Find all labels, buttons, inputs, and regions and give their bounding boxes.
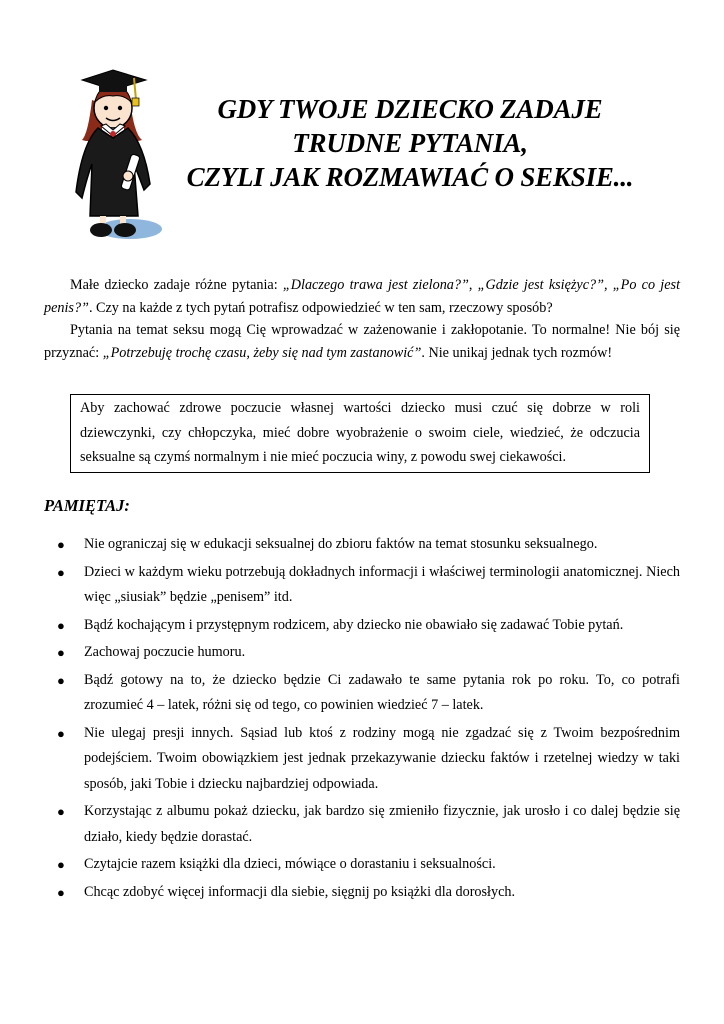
title-line-3: CZYLI JAK ROZMAWIAĆ O SEKSIE... bbox=[186, 162, 634, 192]
bullet-icon: ● bbox=[57, 884, 65, 900]
list-item-text: Korzystając z albumu pokaż dziecku, jak bardzo się zmieniło fizycznie, jak urosło i co dalej będzie się działo, kiedy będzie dorastać. bbox=[84, 803, 680, 845]
intro-section bbox=[44, 274, 680, 364]
list-item-text: Nie ograniczaj się w edukacji seksualnej do zbioru faktów na temat stosunku seksualnego. bbox=[84, 536, 598, 552]
title-line-1: GDY TWOJE DZIECKO ZADAJE bbox=[217, 94, 603, 124]
list-item-text: Czytajcie razem książki dla dzieci, mówiące o dorastaniu i seksualności. bbox=[84, 856, 496, 872]
list-item-text: Bądź gotowy na to, że dziecko będzie Ci zadawało te same pytania rok po roku. To, co potrafi zrozumieć 4 – latek, różni się od tego, co powinien wiedzieć 7 – latek. bbox=[84, 671, 680, 713]
list-item bbox=[44, 560, 680, 611]
intro-quote: „Potrzebuję trochę czasu, żeby się nad tym zastanowić” bbox=[102, 344, 422, 361]
bullet-icon: ● bbox=[57, 645, 65, 660]
intro-paragraph-2 bbox=[44, 319, 680, 364]
intro-text: . Nie unikaj jednak tych rozmów! bbox=[421, 344, 613, 361]
list-item bbox=[44, 799, 680, 850]
bullet-icon: ● bbox=[57, 725, 65, 741]
list-item bbox=[44, 852, 680, 878]
bullet-icon: ● bbox=[57, 564, 65, 580]
intro-text: Pytania na temat seksu mogą Cię wprowadzać w zażenowanie i zakłopotanie. To normalne! Nie bój się przyznać: bbox=[44, 322, 680, 361]
intro-quote: „Dlaczego trawa jest zielona?” bbox=[282, 277, 469, 293]
intro-text: , bbox=[468, 277, 478, 293]
title-line-2: TRUDNE PYTANIA, bbox=[292, 128, 528, 158]
list-item-text: Nie ulegaj presji innych. Sąsiad lub ktoś z rodziny mogą nie zgadzać się z Twoim bezpośrednim podejściem. Twoim obowiązkiem jest jednak przekazywanie dziecku faktów i rzetelnej wiedzy w taki sposób, jaki Tobie i dziecku najbardziej odpowiada. bbox=[84, 724, 680, 792]
page-title bbox=[150, 92, 670, 194]
highlight-box: Aby zachować zdrowe poczucie własnej wartości dziecko musi czuć się dobrze w roli dziewczynki, czy chłopczyka, mieć dobre wyobrażenie o swoim ciele, wiedzieć, że odczucia seksualne są czymś normalnym i nie mieć poczucia winy, z powodu swej ciekawości. bbox=[70, 394, 650, 473]
intro-paragraph-1 bbox=[44, 274, 680, 319]
list-item-text: Chcąc zdobyć więcej informacji dla siebie, sięgnij po książki dla dorosłych. bbox=[84, 883, 516, 900]
list-item-text: Dzieci w każdym wieku potrzebują dokładnych informacji i właściwej terminologii anatomicznej. Niech więc „siusiak” będzie „penisem” itd. bbox=[84, 563, 680, 605]
list-item bbox=[44, 613, 680, 639]
bullet-icon: ● bbox=[57, 617, 65, 633]
bullet-icon: ● bbox=[57, 804, 65, 819]
remember-heading: PAMIĘTAJ: bbox=[44, 496, 130, 515]
list-item bbox=[44, 880, 680, 906]
list-item bbox=[44, 640, 680, 666]
list-item-text: Bądź kochającym i przystępnym rodzicem, aby dziecko nie obawiało się zadawać Tobie pytań. bbox=[84, 616, 624, 633]
intro-text: Małe dziecko zadaje różne pytania: bbox=[70, 277, 283, 293]
list-item bbox=[44, 532, 680, 558]
bullet-icon: ● bbox=[57, 672, 65, 688]
list-item bbox=[44, 668, 680, 719]
bullet-icon: ● bbox=[57, 537, 65, 552]
intro-quote: „Gdzie jest księżyc?”, „Po co jest penis?” bbox=[44, 277, 681, 316]
list-item bbox=[44, 721, 680, 798]
intro-text: . Czy na każde z tych pytań potrafisz odpowiedzieć w ten sam, rzeczowy sposób? bbox=[88, 299, 553, 316]
list-item-text: Zachowaj poczucie humoru. bbox=[84, 644, 246, 660]
tips-list bbox=[44, 532, 680, 907]
bullet-icon: ● bbox=[57, 857, 65, 872]
